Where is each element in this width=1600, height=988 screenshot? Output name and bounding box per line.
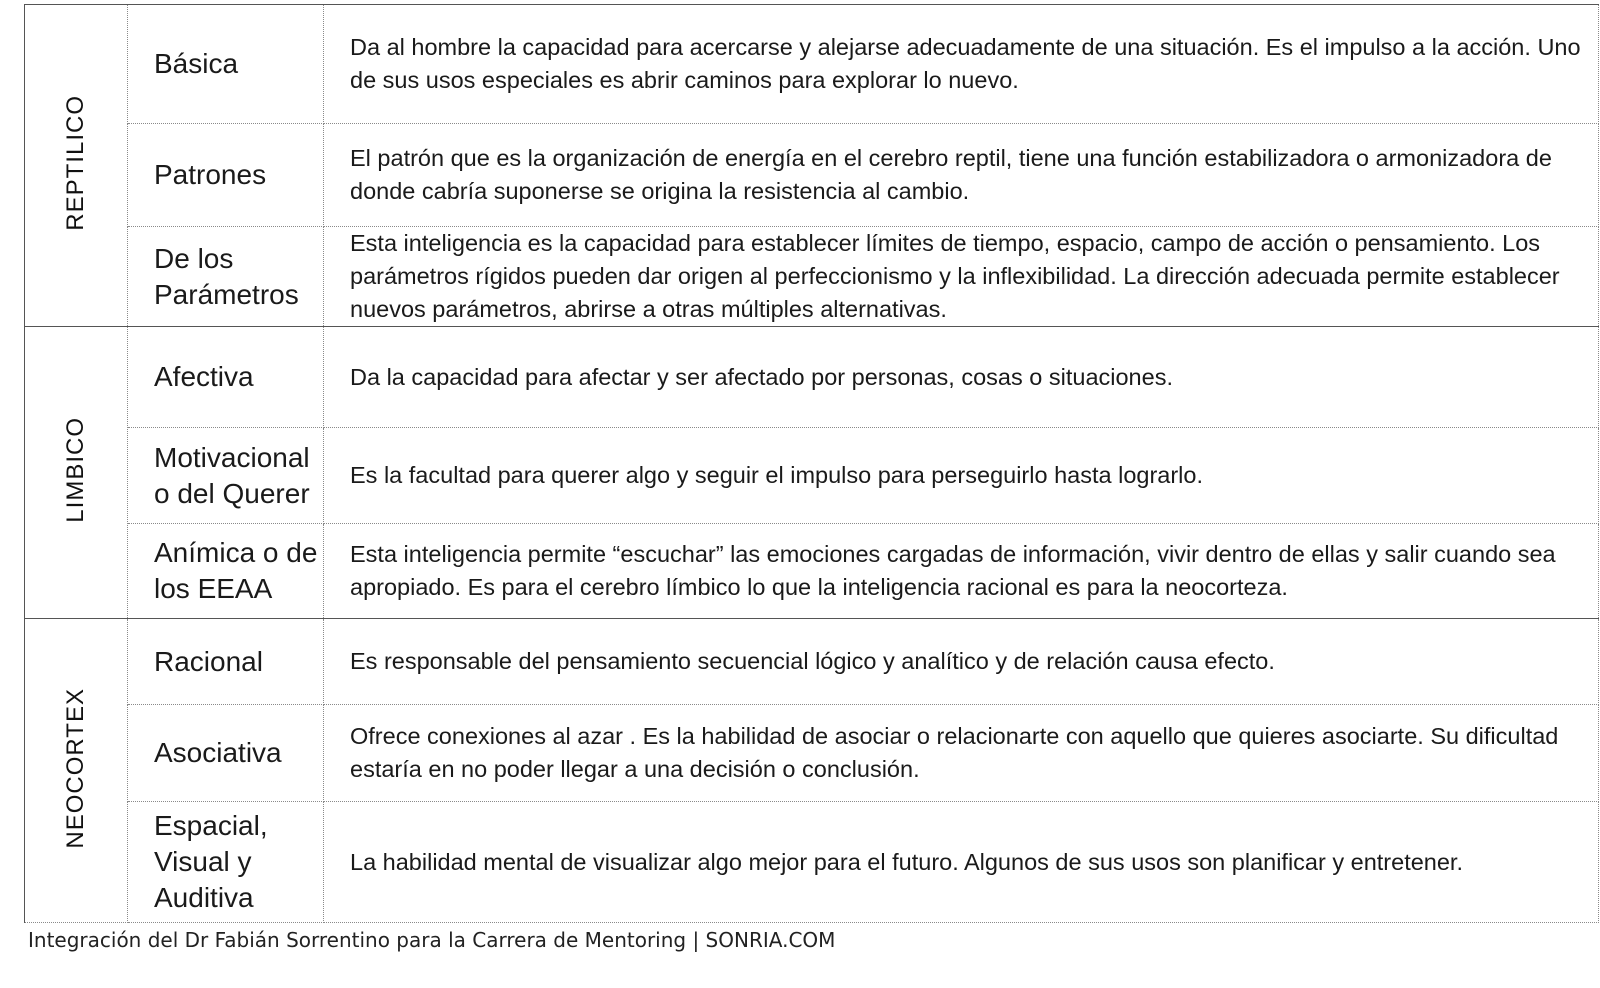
table-row bbox=[25, 327, 1599, 428]
intelligence-description: Esta inteligencia permite “escuchar” las emociones cargadas de información, vivir dentro de ellas y salir cuando sea apropiado. Es para el cerebro límbico lo que la inteligencia racional es para la neocorteza. bbox=[324, 524, 1599, 619]
intelligences-table bbox=[24, 4, 1599, 923]
intelligence-name: Racional bbox=[128, 619, 324, 705]
intelligence-name-text: Anímica o de los EEAA bbox=[154, 537, 318, 604]
intelligence-description: Es la facultad para querer algo y seguir el impulso para perseguirlo hasta lograrlo. bbox=[324, 428, 1599, 524]
table-row bbox=[25, 124, 1599, 227]
footer-credit: Integración del Dr Fabián Sorrentino para la Carrera de Mentoring | SONRIA.COM bbox=[28, 928, 836, 952]
table-row bbox=[25, 227, 1599, 327]
table-row bbox=[25, 619, 1599, 705]
group-label-text: NEOCORTEX bbox=[62, 687, 89, 849]
group-label-limbico bbox=[25, 327, 128, 619]
intelligence-name bbox=[128, 227, 324, 327]
intelligence-name-text: Espacial, Visual y Auditiva bbox=[154, 810, 268, 913]
intelligence-description: Es responsable del pensamiento secuencial lógico y analítico y de relación causa efecto. bbox=[324, 619, 1599, 705]
intelligence-name bbox=[128, 802, 324, 923]
intelligence-name: Básica bbox=[128, 5, 324, 124]
intelligence-description: Esta inteligencia es la capacidad para establecer límites de tiempo, espacio, campo de acción o pensamiento. Los parámetros rígidos pueden dar origen al perfeccionismo y la inflexibilidad. La dirección adecuada permite establecer nuevos parámetros, abrirse a otras múltiples alternativas. bbox=[324, 227, 1599, 327]
intelligence-name: Afectiva bbox=[128, 327, 324, 428]
intelligence-description: Ofrece conexiones al azar . Es la habilidad de asociar o relacionarte con aquello que quieres asociarte. Su dificultad estaría en no poder llegar a una decisión o conclusión. bbox=[324, 705, 1599, 802]
intelligence-description: Da la capacidad para afectar y ser afectado por personas, cosas o situaciones. bbox=[324, 327, 1599, 428]
intelligence-name-text: De los Parámetros bbox=[154, 242, 299, 310]
group-label-neocortex bbox=[25, 619, 128, 923]
intelligence-name bbox=[128, 524, 324, 619]
group-label-text: REPTILICO bbox=[62, 95, 89, 231]
group-label-reptilico bbox=[25, 5, 128, 327]
intelligence-name: Patrones bbox=[128, 124, 324, 227]
table-row bbox=[25, 802, 1599, 923]
table-row bbox=[25, 428, 1599, 524]
intelligence-name bbox=[128, 428, 324, 524]
intelligence-description: La habilidad mental de visualizar algo mejor para el futuro. Algunos de sus usos son planificar y entretener. bbox=[324, 802, 1599, 923]
intelligence-name: Asociativa bbox=[128, 705, 324, 802]
table-row bbox=[25, 5, 1599, 124]
intelligence-name-text: Motivacional o del Querer bbox=[154, 441, 310, 509]
group-label-text: LIMBICO bbox=[62, 417, 89, 523]
intelligence-description: El patrón que es la organización de energía en el cerebro reptil, tiene una función estabilizadora o armonizadora de donde cabría suponerse se origina la resistencia al cambio. bbox=[324, 124, 1599, 227]
table-row bbox=[25, 524, 1599, 619]
table-row bbox=[25, 705, 1599, 802]
intelligence-description: Da al hombre la capacidad para acercarse y alejarse adecuadamente de una situación. Es el impulso a la acción. Uno de sus usos especiales es abrir caminos para explorar lo nuevo. bbox=[324, 5, 1599, 124]
